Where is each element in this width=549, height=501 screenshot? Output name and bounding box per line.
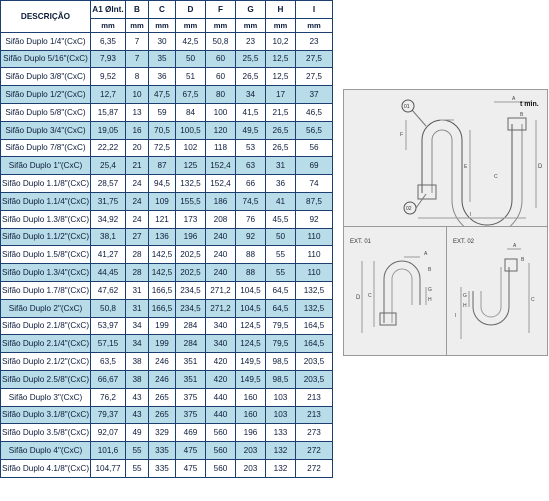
cell-h: 98,5: [266, 353, 296, 371]
table-row: [1, 317, 333, 335]
cell-f: 340: [206, 317, 236, 335]
cell-i: 272: [296, 442, 333, 460]
cell-c: 166,5: [149, 281, 176, 299]
cell-d: 100,5: [176, 121, 206, 139]
cell-g: 76: [236, 210, 266, 228]
ext02-dim-c: C: [531, 297, 535, 303]
cell-f: 100: [206, 103, 236, 121]
cell-i: 110: [296, 264, 333, 282]
cell-d: 284: [176, 335, 206, 353]
cell-h: 55: [266, 246, 296, 264]
table-row: [1, 388, 333, 406]
cell-f: 186: [206, 192, 236, 210]
ext02-drawing: [447, 227, 547, 355]
cell-descricao: Sifão Duplo 2.1/2"(CxC): [1, 353, 91, 371]
cell-h: 12,5: [266, 68, 296, 86]
cell-i: 46,5: [296, 103, 333, 121]
table-row: [1, 459, 333, 477]
cell-f: 420: [206, 370, 236, 388]
cell-b: 27: [126, 228, 149, 246]
cell-f: 420: [206, 353, 236, 371]
table-row: [1, 139, 333, 157]
cell-g: 104,5: [236, 299, 266, 317]
cell-d: 125: [176, 157, 206, 175]
cell-i: 56,5: [296, 121, 333, 139]
cell-descricao: Sifão Duplo 1.7/8"(CxC): [1, 281, 91, 299]
cell-i: 74: [296, 175, 333, 193]
unit-cell: mm: [126, 18, 149, 32]
table-row: [1, 442, 333, 460]
cell-h: 133: [266, 424, 296, 442]
cell-a1: 92,07: [91, 424, 126, 442]
cell-g: 124,5: [236, 335, 266, 353]
cell-d: 202,5: [176, 246, 206, 264]
ext01-dim-a: A: [424, 251, 428, 257]
unit-cell: mm: [149, 18, 176, 32]
cell-descricao: Sifão Duplo 3"(CxC): [1, 388, 91, 406]
ext02-dim-h: H: [463, 303, 467, 309]
cell-f: 240: [206, 228, 236, 246]
cell-b: 38: [126, 370, 149, 388]
ext01-label: EXT. 01: [350, 239, 372, 245]
cell-h: 41: [266, 192, 296, 210]
cell-i: 213: [296, 406, 333, 424]
cell-descricao: Sifão Duplo 3.1/8"(CxC): [1, 406, 91, 424]
cell-c: 142,5: [149, 246, 176, 264]
cell-descricao: Sifão Duplo 4.1/8"(CxC): [1, 459, 91, 477]
cell-d: 173: [176, 210, 206, 228]
cell-c: 329: [149, 424, 176, 442]
cell-d: 475: [176, 459, 206, 477]
cell-c: 47,5: [149, 86, 176, 104]
cell-i: 273: [296, 424, 333, 442]
table-row: [1, 86, 333, 104]
cell-i: 110: [296, 246, 333, 264]
cell-b: 24: [126, 175, 149, 193]
cell-a1: 104,77: [91, 459, 126, 477]
cell-a1: 31,75: [91, 192, 126, 210]
header-row: [1, 1, 333, 19]
cell-c: 59: [149, 103, 176, 121]
cell-b: 24: [126, 210, 149, 228]
table-row: [1, 264, 333, 282]
cell-d: 51: [176, 68, 206, 86]
dim-label-i: I: [470, 212, 472, 218]
cell-h: 64,5: [266, 281, 296, 299]
cell-f: 80: [206, 86, 236, 104]
cell-c: 87: [149, 157, 176, 175]
table-row: [1, 424, 333, 442]
cell-c: 136: [149, 228, 176, 246]
unit-cell: mm: [266, 18, 296, 32]
cell-i: 213: [296, 388, 333, 406]
cell-d: 84: [176, 103, 206, 121]
table-row: [1, 228, 333, 246]
cell-h: 55: [266, 264, 296, 282]
cell-i: 56: [296, 139, 333, 157]
ext01-dim-d: D: [356, 295, 361, 301]
cell-b: 28: [126, 264, 149, 282]
cell-descricao: Sifão Duplo 1.1/2"(CxC): [1, 228, 91, 246]
cell-d: 234,5: [176, 281, 206, 299]
cell-b: 28: [126, 246, 149, 264]
dim-label-f: F: [400, 132, 404, 138]
cell-descricao: Sifão Duplo 1.5/8"(CxC): [1, 246, 91, 264]
cell-h: 26,5: [266, 139, 296, 157]
col-header-h: H: [266, 1, 296, 19]
cell-a1: 53,97: [91, 317, 126, 335]
cell-c: 166,5: [149, 299, 176, 317]
cell-b: 55: [126, 442, 149, 460]
cell-descricao: Sifão Duplo 2"(CxC): [1, 299, 91, 317]
cell-b: 43: [126, 406, 149, 424]
cell-b: 49: [126, 424, 149, 442]
cell-a1: 101,6: [91, 442, 126, 460]
cell-a1: 44,45: [91, 264, 126, 282]
dim-label-e: E: [464, 164, 468, 170]
cell-f: 120: [206, 121, 236, 139]
table-row: [1, 157, 333, 175]
cell-g: 41,5: [236, 103, 266, 121]
cell-g: 88: [236, 246, 266, 264]
cell-b: 31: [126, 281, 149, 299]
tmin-label: t min.: [520, 101, 539, 108]
cell-descricao: Sifão Duplo 2.1/4"(CxC): [1, 335, 91, 353]
cell-a1: 63,5: [91, 353, 126, 371]
cell-i: 92: [296, 210, 333, 228]
cell-descricao: Sifão Duplo 5/8"(CxC): [1, 103, 91, 121]
cell-g: 53: [236, 139, 266, 157]
cell-d: 50: [176, 50, 206, 68]
cell-a1: 79,37: [91, 406, 126, 424]
col-header-g: G: [236, 1, 266, 19]
ext01-drawing-panel: [343, 226, 448, 356]
cell-c: 246: [149, 353, 176, 371]
cell-f: 60: [206, 68, 236, 86]
cell-descricao: Sifão Duplo 3.5/8"(CxC): [1, 424, 91, 442]
ext01-dim-h: H: [428, 297, 432, 303]
ext02-dim-a: A: [513, 243, 517, 249]
cell-b: 55: [126, 459, 149, 477]
cell-f: 560: [206, 424, 236, 442]
cell-g: 160: [236, 406, 266, 424]
cell-d: 234,5: [176, 299, 206, 317]
cell-d: 42,5: [176, 32, 206, 50]
cell-a1: 22,22: [91, 139, 126, 157]
cell-a1: 34,92: [91, 210, 126, 228]
cell-h: 21,5: [266, 103, 296, 121]
cell-a1: 19,05: [91, 121, 126, 139]
cell-descricao: Sifão Duplo 1.3/8"(CxC): [1, 210, 91, 228]
cell-f: 50,8: [206, 32, 236, 50]
cell-descricao: Sifão Duplo 3/4"(CxC): [1, 121, 91, 139]
cell-b: 13: [126, 103, 149, 121]
table-row: [1, 32, 333, 50]
callout-01: 01: [404, 104, 410, 110]
cell-f: 208: [206, 210, 236, 228]
ext02-label: EXT. 02: [453, 239, 475, 245]
cell-g: 160: [236, 388, 266, 406]
cell-d: 102: [176, 139, 206, 157]
ext01-dim-c: C: [368, 293, 372, 299]
unit-cell: mm: [91, 18, 126, 32]
ext02-dim-i: I: [455, 313, 457, 319]
cell-f: 240: [206, 264, 236, 282]
cell-i: 87,5: [296, 192, 333, 210]
cell-descricao: Sifão Duplo 1.3/4"(CxC): [1, 264, 91, 282]
cell-d: 67,5: [176, 86, 206, 104]
cell-d: 132,5: [176, 175, 206, 193]
cell-g: 34: [236, 86, 266, 104]
cell-b: 34: [126, 317, 149, 335]
cell-a1: 28,57: [91, 175, 126, 193]
cell-g: 196: [236, 424, 266, 442]
cell-a1: 41,27: [91, 246, 126, 264]
cell-descricao: Sifão Duplo 1.1/8"(CxC): [1, 175, 91, 193]
ext01-dim-b: B: [428, 267, 432, 273]
cell-b: 43: [126, 388, 149, 406]
cell-i: 27,5: [296, 50, 333, 68]
ext02-dim-g: G: [463, 293, 467, 299]
table-row: [1, 370, 333, 388]
cell-d: 155,5: [176, 192, 206, 210]
cell-c: 335: [149, 459, 176, 477]
cell-d: 469: [176, 424, 206, 442]
table-row: [1, 192, 333, 210]
cell-b: 8: [126, 68, 149, 86]
table-row: [1, 121, 333, 139]
cell-a1: 38,1: [91, 228, 126, 246]
table-row: [1, 68, 333, 86]
cell-d: 375: [176, 406, 206, 424]
cell-a1: 57,15: [91, 335, 126, 353]
cell-b: 34: [126, 335, 149, 353]
cell-g: 49,5: [236, 121, 266, 139]
cell-i: 272: [296, 459, 333, 477]
cell-descricao: Sifão Duplo 2.5/8"(CxC): [1, 370, 91, 388]
cell-g: 149,5: [236, 353, 266, 371]
cell-f: 560: [206, 459, 236, 477]
cell-f: 340: [206, 335, 236, 353]
col-header-d: D: [176, 1, 206, 19]
cell-h: 132: [266, 459, 296, 477]
cell-c: 72,5: [149, 139, 176, 157]
cell-a1: 76,2: [91, 388, 126, 406]
cell-i: 37: [296, 86, 333, 104]
cell-i: 132,5: [296, 299, 333, 317]
cell-i: 110: [296, 228, 333, 246]
cell-g: 88: [236, 264, 266, 282]
dim-label-d: D: [538, 164, 543, 170]
cell-a1: 15,87: [91, 103, 126, 121]
cell-c: 30: [149, 32, 176, 50]
cell-i: 203,5: [296, 353, 333, 371]
cell-g: 124,5: [236, 317, 266, 335]
col-header-b: B: [126, 1, 149, 19]
cell-g: 203: [236, 442, 266, 460]
ext02-dim-b: B: [521, 257, 525, 263]
cell-d: 284: [176, 317, 206, 335]
siphon-main-drawing: [344, 90, 547, 226]
cell-b: 38: [126, 353, 149, 371]
cell-a1: 6,35: [91, 32, 126, 50]
cell-d: 202,5: [176, 264, 206, 282]
cell-g: 63: [236, 157, 266, 175]
cell-h: 45,5: [266, 210, 296, 228]
col-header-i: I: [296, 1, 333, 19]
dim-label-c: C: [494, 174, 498, 180]
cell-g: 23: [236, 32, 266, 50]
table-row: [1, 175, 333, 193]
cell-c: 199: [149, 335, 176, 353]
table-row: [1, 103, 333, 121]
cell-d: 475: [176, 442, 206, 460]
cell-c: 246: [149, 370, 176, 388]
cell-h: 103: [266, 406, 296, 424]
cell-g: 26,5: [236, 68, 266, 86]
cell-h: 17: [266, 86, 296, 104]
cell-a1: 7,93: [91, 50, 126, 68]
cell-f: 440: [206, 406, 236, 424]
cell-f: 271,2: [206, 281, 236, 299]
cell-i: 23: [296, 32, 333, 50]
cell-d: 375: [176, 388, 206, 406]
cell-h: 79,5: [266, 335, 296, 353]
cell-a1: 47,62: [91, 281, 126, 299]
cell-h: 10,2: [266, 32, 296, 50]
cell-descricao: Sifão Duplo 1"(CxC): [1, 157, 91, 175]
cell-h: 64,5: [266, 299, 296, 317]
cell-descricao: Sifão Duplo 2.1/8"(CxC): [1, 317, 91, 335]
table-body: [1, 32, 333, 477]
cell-f: 60: [206, 50, 236, 68]
table-row: [1, 335, 333, 353]
cell-c: 36: [149, 68, 176, 86]
unit-cell: mm: [206, 18, 236, 32]
cell-g: 104,5: [236, 281, 266, 299]
cell-i: 69: [296, 157, 333, 175]
cell-a1: 9,52: [91, 68, 126, 86]
ext01-drawing: [344, 227, 447, 355]
cell-h: 12,5: [266, 50, 296, 68]
cell-descricao: Sifão Duplo 1/4"(CxC): [1, 32, 91, 50]
col-header-descricao: DESCRIÇÃO: [1, 1, 91, 33]
cell-c: 265: [149, 388, 176, 406]
cell-h: 36: [266, 175, 296, 193]
cell-g: 74,5: [236, 192, 266, 210]
cell-c: 199: [149, 317, 176, 335]
main-drawing-panel: [343, 89, 548, 227]
table-row: [1, 246, 333, 264]
cell-f: 152,4: [206, 157, 236, 175]
cell-c: 121: [149, 210, 176, 228]
cell-descricao: Sifão Duplo 1/2"(CxC): [1, 86, 91, 104]
cell-h: 98,5: [266, 370, 296, 388]
cell-d: 351: [176, 370, 206, 388]
cell-b: 21: [126, 157, 149, 175]
cell-g: 25,5: [236, 50, 266, 68]
cell-b: 31: [126, 299, 149, 317]
col-header-a1: A1 Ølnt.: [91, 1, 126, 19]
unit-cell: mm: [296, 18, 333, 32]
cell-i: 203,5: [296, 370, 333, 388]
cell-h: 79,5: [266, 317, 296, 335]
cell-f: 240: [206, 246, 236, 264]
cell-c: 335: [149, 442, 176, 460]
cell-c: 70,5: [149, 121, 176, 139]
cell-descricao: Sifão Duplo 1.1/4"(CxC): [1, 192, 91, 210]
cell-g: 203: [236, 459, 266, 477]
cell-c: 265: [149, 406, 176, 424]
cell-f: 440: [206, 388, 236, 406]
cell-i: 164,5: [296, 317, 333, 335]
dim-label-a: A: [512, 96, 516, 102]
cell-b: 7: [126, 32, 149, 50]
cell-b: 7: [126, 50, 149, 68]
table-row: [1, 299, 333, 317]
cell-c: 109: [149, 192, 176, 210]
table-row: [1, 210, 333, 228]
table-row: [1, 353, 333, 371]
cell-a1: 50,8: [91, 299, 126, 317]
cell-a1: 12,7: [91, 86, 126, 104]
cell-f: 118: [206, 139, 236, 157]
dim-label-b: B: [520, 112, 524, 118]
cell-h: 132: [266, 442, 296, 460]
cell-b: 20: [126, 139, 149, 157]
cell-descricao: Sifão Duplo 7/8"(CxC): [1, 139, 91, 157]
cell-descricao: Sifão Duplo 4"(CxC): [1, 442, 91, 460]
cell-a1: 25,4: [91, 157, 126, 175]
cell-c: 94,5: [149, 175, 176, 193]
cell-g: 92: [236, 228, 266, 246]
cell-f: 152,4: [206, 175, 236, 193]
cell-h: 103: [266, 388, 296, 406]
cell-b: 10: [126, 86, 149, 104]
ext01-dim-g: G: [428, 287, 432, 293]
col-header-c: C: [149, 1, 176, 19]
cell-b: 24: [126, 192, 149, 210]
unit-cell: mm: [236, 18, 266, 32]
cell-i: 164,5: [296, 335, 333, 353]
cell-b: 16: [126, 121, 149, 139]
col-header-f: F: [206, 1, 236, 19]
cell-g: 149,5: [236, 370, 266, 388]
cell-descricao: Sifão Duplo 3/8"(CxC): [1, 68, 91, 86]
unit-cell: mm: [176, 18, 206, 32]
cell-f: 560: [206, 442, 236, 460]
cell-d: 351: [176, 353, 206, 371]
table-row: [1, 281, 333, 299]
cell-f: 271,2: [206, 299, 236, 317]
cell-h: 31: [266, 157, 296, 175]
cell-i: 132,5: [296, 281, 333, 299]
cell-h: 26,5: [266, 121, 296, 139]
cell-h: 50: [266, 228, 296, 246]
callout-02: 02: [406, 206, 412, 212]
cell-a1: 66,67: [91, 370, 126, 388]
table-row: [1, 50, 333, 68]
table-row: [1, 406, 333, 424]
cell-i: 27,5: [296, 68, 333, 86]
cell-c: 142,5: [149, 264, 176, 282]
ext02-drawing-panel: [446, 226, 548, 356]
cell-g: 66: [236, 175, 266, 193]
cell-descricao: Sifão Duplo 5/16"(CxC): [1, 50, 91, 68]
cell-d: 196: [176, 228, 206, 246]
cell-c: 35: [149, 50, 176, 68]
